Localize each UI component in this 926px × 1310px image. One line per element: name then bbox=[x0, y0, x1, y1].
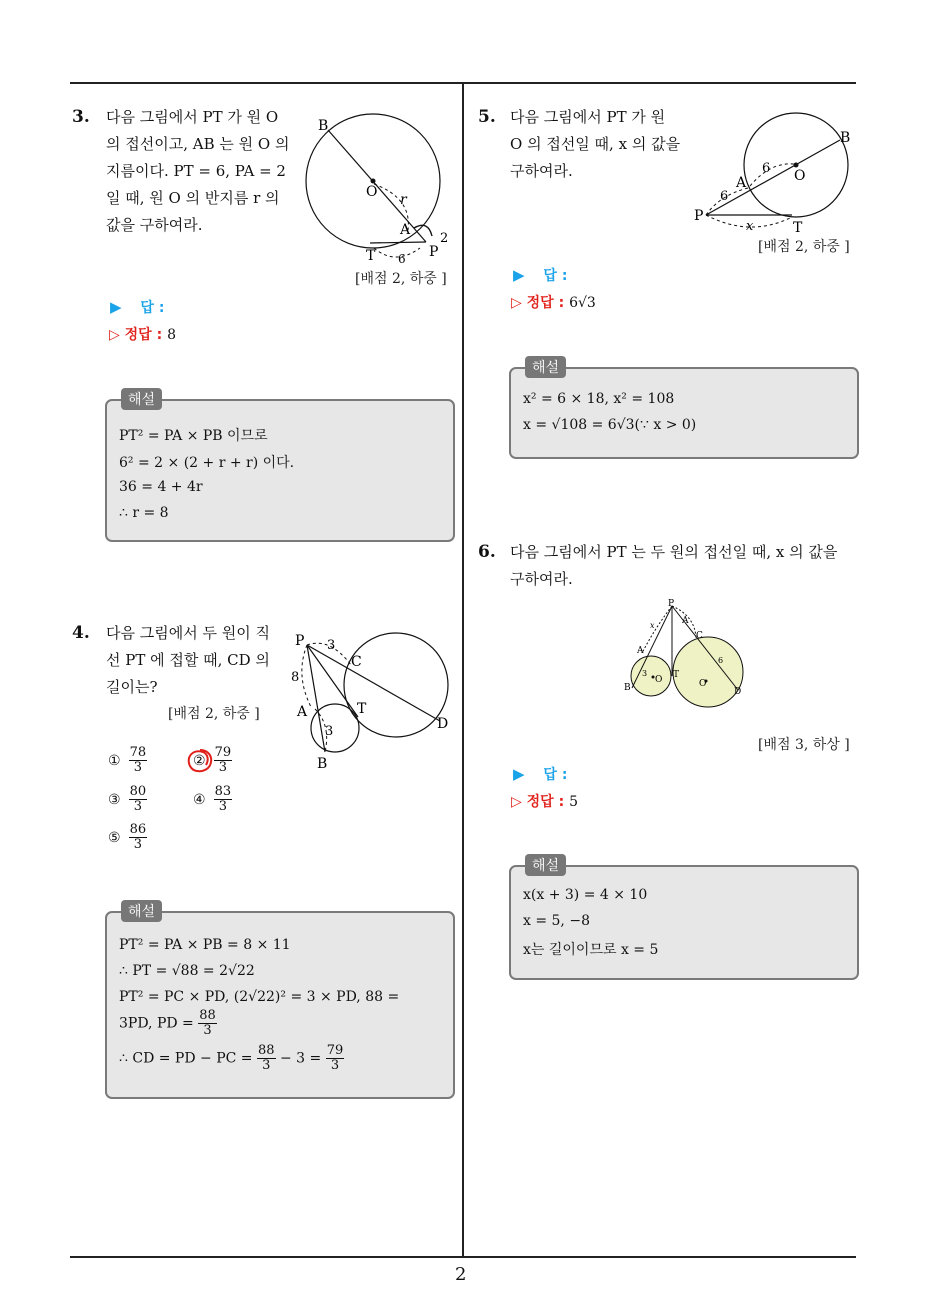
fraction: $\frac{83}{3}$ bbox=[214, 784, 232, 814]
q5-text bbox=[510, 104, 690, 185]
q5-fig-B: B bbox=[840, 130, 851, 146]
q5-correct-label: 정답 : bbox=[526, 295, 565, 311]
q6-number: 6. bbox=[478, 542, 496, 562]
q4-line-1: 다음 그림에서 두 원이 직 bbox=[106, 624, 270, 642]
q6-answer-row bbox=[513, 764, 567, 784]
q3-answer-label: 답 : bbox=[140, 300, 165, 316]
q5-solution-tag: 해설 bbox=[525, 356, 566, 378]
q5-fig-A: A bbox=[736, 175, 747, 191]
q3-number: 3. bbox=[72, 107, 90, 127]
q4-choice-1[interactable]: ① $\frac{78}{3}$ bbox=[108, 745, 147, 775]
q3-solution-box bbox=[105, 392, 455, 542]
q5-meta: [배점 2, 하중 ] bbox=[758, 239, 850, 255]
q5-correct-row bbox=[511, 292, 596, 312]
q3-figure bbox=[300, 108, 460, 268]
q3-line-5: 값을 구하여라. bbox=[106, 216, 203, 234]
q4-choice-5[interactable]: ⑤ $\frac{86}{3}$ bbox=[108, 822, 147, 852]
q3-sol-line-2: 6² = 2 × (2 + r + r) 이다. bbox=[119, 455, 295, 471]
q3-fig-r: r bbox=[400, 192, 407, 208]
play-icon: ▶ bbox=[513, 266, 525, 284]
q6-solution-box bbox=[509, 858, 859, 980]
q6-correct-row bbox=[511, 791, 578, 811]
q6-answer-label: 답 : bbox=[543, 767, 568, 783]
q3-fig-2: 2 bbox=[440, 231, 449, 246]
q3-line-1: 다음 그림에서 PT 가 원 O bbox=[106, 108, 279, 126]
q5-line-2: O 의 접선일 때, x 의 값을 bbox=[510, 135, 681, 153]
q4-fig-P: P bbox=[295, 633, 305, 649]
q5-correct-value: 6√3 bbox=[569, 295, 596, 311]
page-number: 2 bbox=[455, 1264, 467, 1285]
q6-fig-C: C bbox=[696, 631, 703, 641]
q4-figure bbox=[285, 625, 455, 775]
q4-fig-T: T bbox=[357, 701, 367, 717]
q6-fig-B: B bbox=[624, 683, 631, 693]
play-icon: ▶ bbox=[513, 765, 525, 783]
q6-fig-A: A bbox=[637, 646, 644, 656]
q4-choice-3[interactable]: ③ $\frac{80}{3}$ bbox=[108, 784, 147, 814]
q3-solution-tag: 해설 bbox=[121, 388, 162, 410]
q6-text bbox=[510, 539, 860, 593]
q5-figure bbox=[690, 110, 860, 235]
q3-sol-line-3: 36 = 4 + 4r bbox=[119, 479, 203, 495]
q6-sol-line-3: x는 길이이므로 x = 5 bbox=[523, 942, 659, 958]
q6-fig-3: 3 bbox=[642, 669, 648, 678]
q4-fig-C: C bbox=[351, 654, 362, 670]
q4-line-3: 길이는? bbox=[106, 678, 158, 696]
q6-figure bbox=[620, 598, 750, 708]
q4-fig-3-top: 3 bbox=[327, 638, 336, 653]
q5-fig-6: 6 bbox=[720, 189, 729, 204]
q5-fig-P: P bbox=[694, 208, 704, 224]
q5-line-1: 다음 그림에서 PT 가 원 bbox=[510, 108, 666, 126]
outline-triangle-icon: ▷ bbox=[511, 794, 522, 810]
q3-sol-line-4: ∴ r = 8 bbox=[119, 505, 169, 521]
q6-fig-O2: O bbox=[699, 679, 707, 689]
q5-fig-6-top: 6 bbox=[762, 161, 771, 176]
q4-number: 4. bbox=[72, 623, 90, 643]
play-icon: ▶ bbox=[110, 298, 122, 316]
q5-fig-x: x bbox=[746, 219, 754, 234]
q6-line-2: 구하여라. bbox=[510, 570, 573, 588]
q4-solution-box bbox=[105, 904, 455, 1099]
q6-fig-D: D bbox=[734, 687, 742, 697]
q4-fig-A: A bbox=[297, 704, 308, 720]
q3-line-2: 의 접선이고, AB 는 원 O 의 bbox=[106, 135, 290, 153]
column-divider bbox=[462, 84, 464, 1257]
q5-fig-O: O bbox=[794, 168, 806, 184]
q6-meta: [배점 3, 하상 ] bbox=[758, 737, 850, 753]
fraction: $\frac{80}{3}$ bbox=[129, 784, 147, 814]
q3-fig-P: P bbox=[429, 244, 439, 260]
q3-correct-value: 8 bbox=[167, 327, 176, 343]
q4-fig-B: B bbox=[317, 756, 328, 772]
fraction: $\frac{78}{3}$ bbox=[129, 745, 147, 775]
q6-correct-value: 5 bbox=[569, 794, 578, 810]
q4-sol-line-4: 3PD, PD = $\frac{88}{3}$ bbox=[119, 1008, 216, 1038]
q4-meta: [배점 2, 하중 ] bbox=[168, 706, 260, 722]
q3-fig-B: B bbox=[318, 118, 329, 134]
q3-fig-6: 6 bbox=[398, 252, 406, 266]
q4-choice-2[interactable]: ② $\frac{79}{3}$ bbox=[193, 746, 232, 775]
q4-sol-line-3: PT² = PC × PD, (2√22)² = 3 × PD, 88 = bbox=[119, 989, 400, 1005]
q6-sol-line-1: x(x + 3) = 4 × 10 bbox=[523, 887, 648, 903]
q5-sol-line-1: x² = 6 × 18, x² = 108 bbox=[523, 391, 675, 407]
q4-choice-4[interactable]: ④ $\frac{83}{3}$ bbox=[193, 784, 232, 814]
q4-solution-tag: 해설 bbox=[121, 900, 162, 922]
q3-answer-row bbox=[110, 297, 164, 317]
q3-meta: [배점 2, 하중 ] bbox=[355, 271, 447, 287]
q3-sol-line-1: PT² = PA × PB 이므로 bbox=[119, 428, 268, 444]
bottom-rule bbox=[70, 1256, 856, 1258]
q5-number: 5. bbox=[478, 107, 496, 127]
q5-solution-box bbox=[509, 360, 859, 459]
q4-text bbox=[106, 620, 286, 701]
q6-fig-6: 6 bbox=[718, 656, 724, 665]
q5-answer-label: 답 : bbox=[543, 268, 568, 284]
q6-correct-label: 정답 : bbox=[526, 794, 565, 810]
q4-sol-line-1: PT² = PA × PB = 8 × 11 bbox=[119, 937, 291, 953]
q4-line-2: 선 PT 에 접할 때, CD 의 bbox=[106, 651, 270, 669]
q6-fig-x: x bbox=[650, 621, 655, 630]
q6-fig-T: T bbox=[673, 670, 680, 680]
outline-triangle-icon: ▷ bbox=[511, 295, 522, 311]
q3-fig-T: T bbox=[366, 248, 376, 264]
q4-fig-3: 3 bbox=[325, 724, 334, 739]
q6-sol-line-2: x = 5, −8 bbox=[523, 913, 590, 929]
q3-fig-A: A bbox=[400, 222, 411, 238]
q4-sol-line-5: ∴ CD = PD − PC = $\frac{88}{3}$ − 3 = $\frac{79}{3}$ bbox=[119, 1043, 344, 1073]
q5-answer-row bbox=[513, 265, 567, 285]
q4-fig-D: D bbox=[437, 716, 449, 732]
q4-sol-line-2: ∴ PT = √88 = 2√22 bbox=[119, 963, 255, 979]
q6-solution-tag: 해설 bbox=[525, 854, 566, 876]
q5-line-3: 구하여라. bbox=[510, 162, 573, 180]
q3-line-3: 지름이다. PT = 6, PA = 2 bbox=[106, 162, 286, 180]
q5-sol-line-2: x = √108 = 6√3(∵ x > 0) bbox=[523, 417, 697, 433]
q3-correct-row bbox=[109, 324, 176, 344]
q3-correct-label: 정답 : bbox=[124, 327, 163, 343]
fraction: $\frac{79}{3}$ bbox=[214, 745, 232, 775]
q6-fig-P: P bbox=[668, 599, 675, 609]
q6-fig-A-top: A bbox=[682, 616, 689, 626]
q6-fig-O1: O bbox=[655, 675, 663, 685]
q3-fig-O: O bbox=[366, 184, 378, 200]
q3-text bbox=[106, 104, 296, 239]
fraction: $\frac{86}{3}$ bbox=[129, 822, 147, 852]
q5-fig-T: T bbox=[793, 220, 803, 235]
q6-line-1: 다음 그림에서 PT 는 두 원의 접선일 때, x 의 값을 bbox=[510, 543, 838, 561]
q4-fig-8: 8 bbox=[291, 670, 300, 685]
selected-circle-mark-icon bbox=[185, 747, 215, 775]
outline-triangle-icon: ▷ bbox=[109, 327, 120, 343]
q3-line-4: 일 때, 원 O 의 반지름 r 의 bbox=[106, 189, 280, 207]
